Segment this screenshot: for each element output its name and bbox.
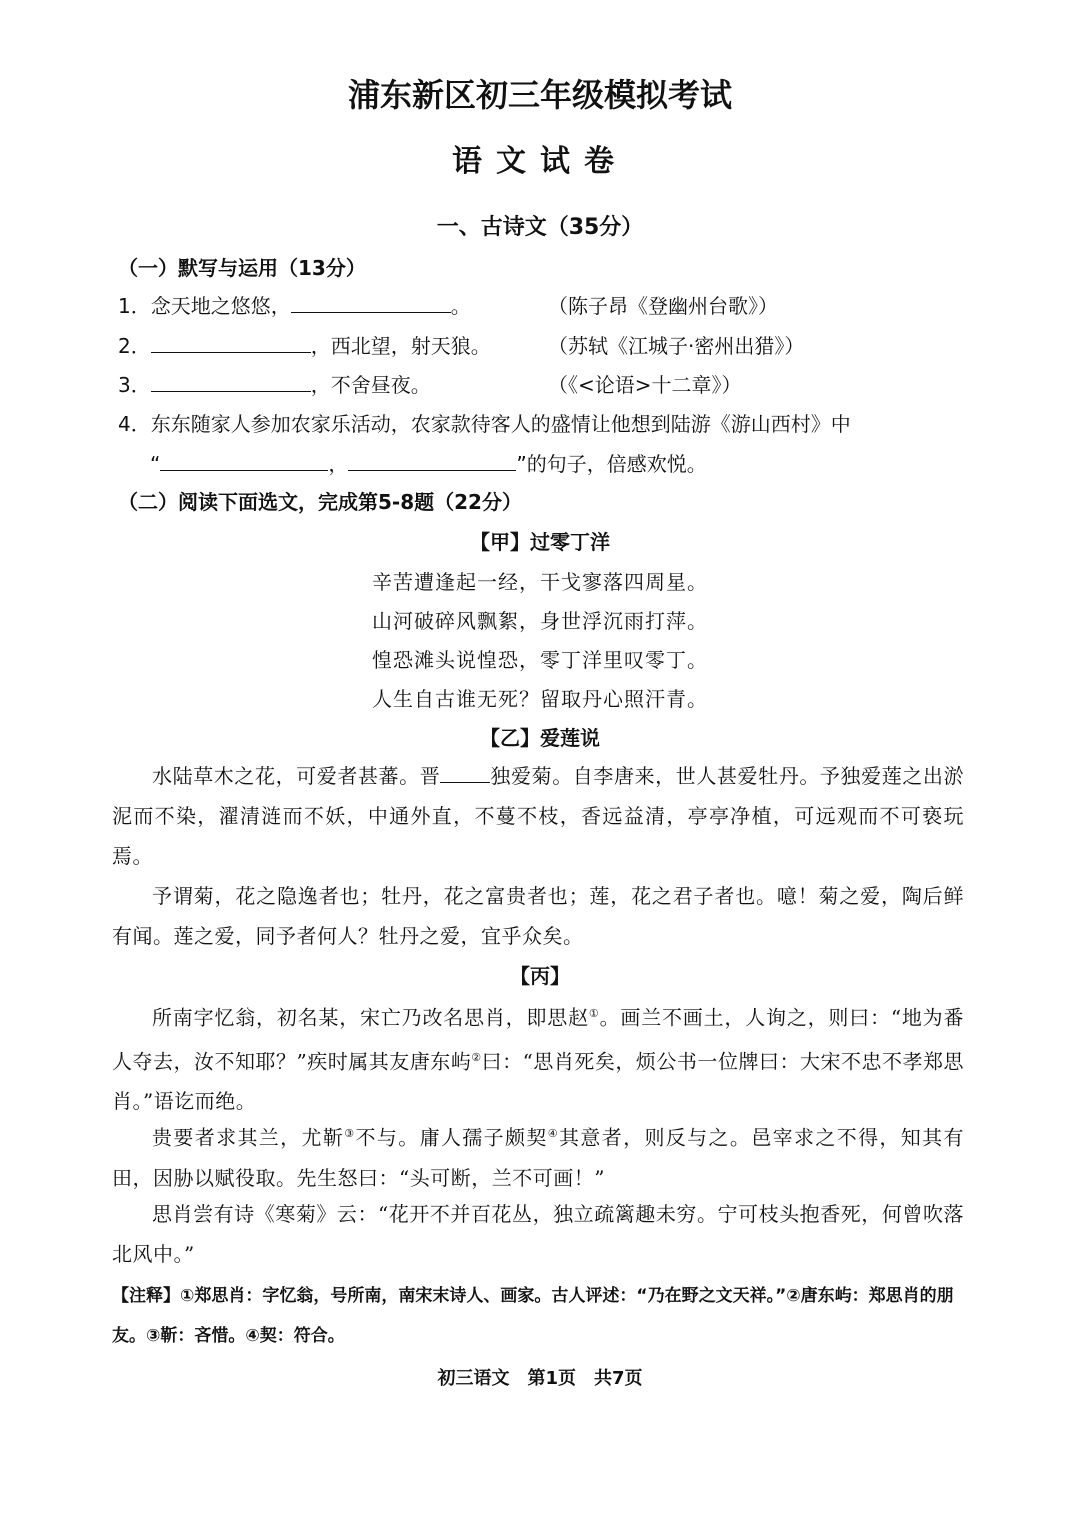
q3-blank[interactable] — [151, 373, 311, 392]
text-bing-paragraph-1 — [112, 994, 964, 1121]
q3-text: ，不舍昼夜。 — [310, 373, 431, 397]
poem-line: 人生自古谁无死？留取丹心照汗青。 — [372, 687, 708, 711]
yi-p1-before: 水陆草木之花，可爱者甚蕃。晋 — [152, 764, 441, 788]
footnote-marker-4: ④ — [547, 1127, 559, 1140]
q2-text: ，西北望，射天狼。 — [310, 334, 491, 358]
section-heading: 一、古诗文（35分） — [436, 215, 644, 240]
q1-source: （陈子昂《登幽州台歌》） — [548, 294, 778, 318]
bing-p1-b: 。画兰不画土，人询之，则曰：“地为番人夺去，汝不知耶？”疾时属其友唐东屿 — [112, 1005, 964, 1074]
question-1 — [118, 290, 471, 319]
bing-p2-b: 不与。庸人孺子颇契 — [355, 1125, 548, 1150]
question-3 — [118, 369, 431, 398]
text-bing-title: 【丙】 — [510, 964, 570, 988]
q4-close: ”的句子，倍感欢悦。 — [516, 452, 707, 476]
text-bing-paragraph-3: 思肖尝有诗《寒菊》云：“花开不并百花丛，独立疏篱趣未穷。宁可枝头抱香死，何曾吹落北风中。” — [112, 1202, 964, 1266]
question-4-line2 — [150, 448, 707, 477]
q1-text: 念天地之悠悠， — [150, 294, 291, 318]
text-yi-paragraph-2: 予谓菊，花之隐逸者也；牡丹，花之富贵者也；莲，花之君子者也。噫！菊之爱，陶后鲜有闻。莲之爱，同予者何人？牡丹之爱，宜乎众矣。 — [112, 884, 964, 948]
question-4-line1: 4．东东随家人参加农家乐活动，农家款待客人的盛情让他想到陆游《游山西村》中 — [118, 412, 851, 436]
part2-heading: （二）阅读下面选文，完成第5-8题（22分） — [118, 490, 522, 514]
question-2 — [118, 330, 491, 359]
q4-open-quote: “ — [150, 452, 161, 476]
text-yi-paragraph-1 — [112, 756, 964, 876]
yi-blank[interactable] — [440, 764, 490, 783]
poem-line: 辛苦遭逢起一经，干戈寥落四周星。 — [372, 570, 708, 594]
bing-p1-c: 曰：“思肖死矣，烦公书一位牌曰：大宋不忠不孝郑思肖。”语讫而绝。 — [112, 1049, 964, 1114]
footnote-marker-1: ① — [588, 1007, 600, 1020]
footnote-marker-2: ② — [471, 1050, 482, 1064]
poem-jia-title: 【甲】过零丁洋 — [470, 530, 610, 554]
q2-source: （苏轼《江城子·密州出猎》） — [548, 334, 805, 358]
part1-heading: （一）默写与运用（13分） — [118, 256, 366, 280]
q4-comma: ， — [328, 452, 349, 476]
q3-source: （《<论语>十二章》） — [548, 373, 742, 397]
q1-number: 1． — [118, 294, 151, 318]
exam-subtitle: 语文试卷 — [452, 144, 628, 179]
poem-line: 山河破碎风飘絮，身世浮沉雨打萍。 — [372, 609, 708, 633]
q1-blank[interactable] — [291, 294, 451, 313]
q3-number: 3． — [118, 373, 151, 397]
bing-p1-a: 所南字忆翁，初名某，宋亡乃改名思肖，即思赵 — [152, 1005, 589, 1030]
q1-end: 。 — [450, 294, 471, 318]
poem-line: 惶恐滩头说惶恐，零丁洋里叹零丁。 — [372, 648, 708, 672]
text-yi-title: 【乙】爱莲说 — [480, 726, 600, 750]
exam-title: 浦东新区初三年级模拟考试 — [347, 76, 732, 114]
bing-p2-a: 贵要者求其兰，尤靳 — [152, 1125, 345, 1150]
yi-p1-after: 独爱菊。自李唐来，世人甚爱牡丹。予独爱莲之出淤泥而不染，濯清涟而不妖，中通外直，不蔓不枝，香远益清，亭亭净植，可远观而不可亵玩焉。 — [112, 764, 965, 868]
q4-blank-1[interactable] — [160, 452, 328, 471]
footnote-marker-3: ③ — [344, 1127, 356, 1140]
page-footer: 初三语文 第1页 共7页 — [437, 1368, 643, 1389]
bing-p2-c: 其意者，则反与之。邑宰求之不得，知其有田，因胁以赋役取。先生怒曰：“头可断，兰不可画！” — [112, 1125, 965, 1190]
annotation-note: 【注释】①郑思肖：字忆翁，号所南，南宋末诗人、画家。古人评述：“乃在野之文天祥。”②唐东屿：郑思肖的朋友。③靳：吝惜。④契：符合。 — [112, 1286, 954, 1346]
q4-blank-2[interactable] — [348, 452, 516, 471]
text-bing-paragraph-2 — [112, 1114, 964, 1198]
q2-blank[interactable] — [151, 334, 311, 353]
q2-number: 2． — [118, 334, 151, 358]
